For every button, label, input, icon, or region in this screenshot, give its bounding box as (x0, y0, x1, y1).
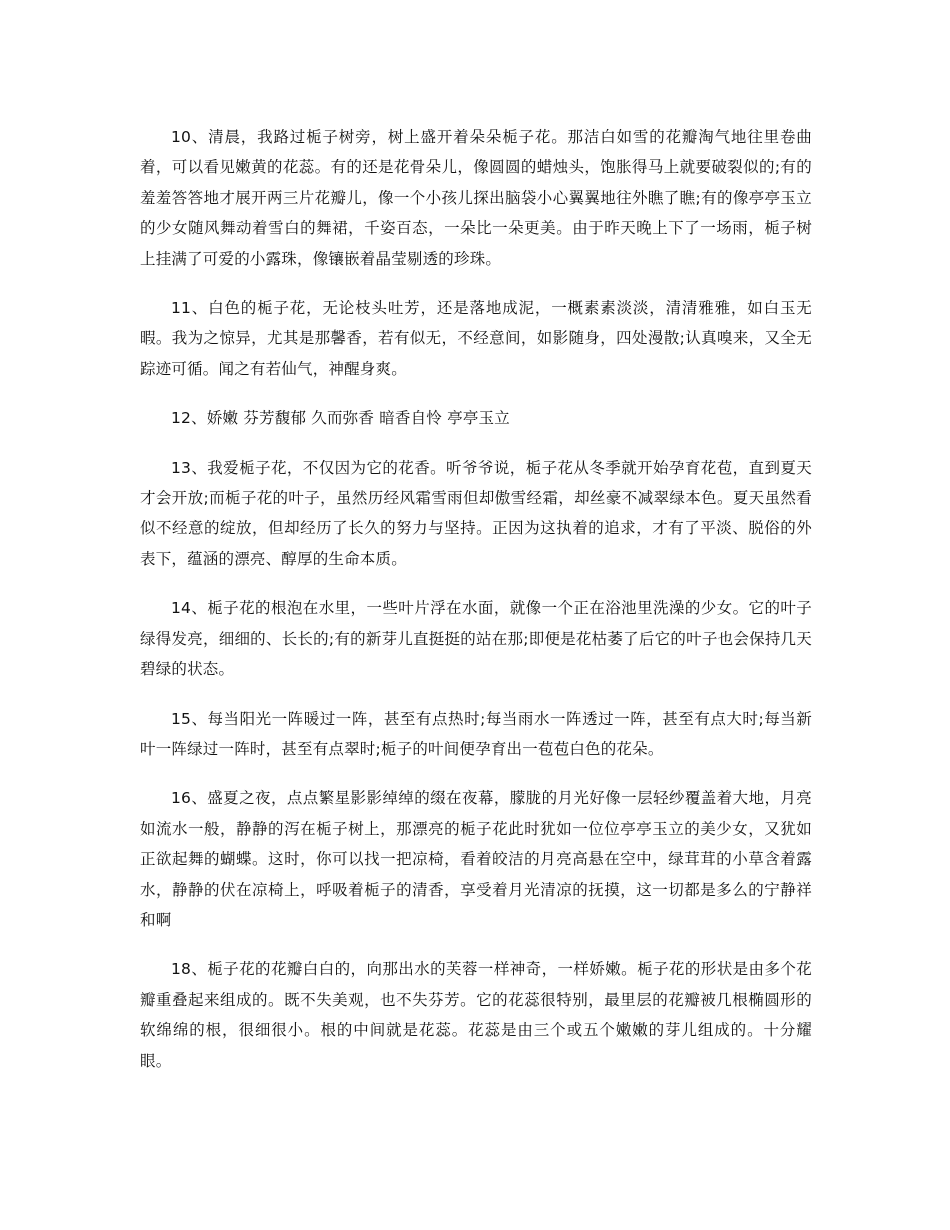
paragraph-18: 18、栀子花的花瓣白白的，向那出水的芙蓉一样神奇，一样娇嫩。栀子花的形状是由多个花瓣重叠起来组成的。既不失美观，也不失芬芳。它的花蕊很特别，最里层的花瓣被几根椭圆形的软绵绵的根，很细很小。根的中间就是花蕊。花蕊是由三个或五个嫩嫩的芽儿组成的。十分耀眼。 (140, 960, 812, 1070)
document-body (140, 122, 812, 1095)
paragraph-10: 10、清晨，我路过栀子树旁，树上盛开着朵朵栀子花。那洁白如雪的花瓣淘气地往里卷曲着，可以看见嫩黄的花蕊。有的还是花骨朵儿，像圆圆的蜡烛头，饱胀得马上就要破裂似的;有的羞羞答答地才展开两三片花瓣儿，像一个小孩儿探出脑袋小心翼翼地往外瞧了瞧;有的像亭亭玉立的少女随风舞动着雪白的舞裙，千姿百态，一朵比一朵更美。由于昨天晚上下了一场雨，栀子树上挂满了可爱的小露珠，像镶嵌着晶莹剔透的珍珠。 (140, 128, 812, 268)
paragraph-12: 12、娇嫩 芬芳馥郁 久而弥香 暗香自怜 亭亭玉立 (171, 409, 510, 428)
paragraph-14: 14、栀子花的根泡在水里，一些叶片浮在水面，就像一个正在浴池里洗澡的少女。它的叶子绿得发亮，细细的、长长的;有的新芽儿直挺挺的站在那;即便是花枯萎了后它的叶子也会保持几天碧绿的状态。 (140, 599, 812, 679)
paragraph-13: 13、我爱栀子花，不仅因为它的花香。听爷爷说，栀子花从冬季就开始孕育花苞，直到夏天才会开放;而栀子花的叶子，虽然历经风霜雪雨但却傲雪经霜，却丝豪不减翠绿本色。夏天虽然看似不经意的绽放，但却经历了长久的努力与坚持。正因为这执着的追求，才有了平淡、脱俗的外表下，蕴涵的漂亮、醇厚的生命本质。 (140, 458, 812, 568)
paragraph-11: 11、白色的栀子花，无论枝头吐芳，还是落地成泥，一概素素淡淡，清清雅雅，如白玉无暇。我为之惊异，尤其是那馨香，若有似无，不经意间，如影随身，四处漫散;认真嗅来，又全无踪迹可循。闻之有若仙气，神醒身爽。 (140, 299, 812, 378)
paragraph-16: 16、盛夏之夜，点点繁星影影绰绰的缀在夜幕，朦胧的月光好像一层轻纱覆盖着大地，月亮如流水一般，静静的泻在栀子树上，那漂亮的栀子花此时犹如一位位亭亭玉立的美少女，又犹如正欲起舞的蝴蝶。这时，你可以找一把凉椅，看着皎洁的月亮高悬在空中，绿茸茸的小草含着露水，静静的伏在凉椅上，呼吸着栀子的清香，享受着月光清凉的抚摸，这一切都是多么的宁静祥和啊 (140, 789, 812, 929)
paragraph-15: 15、每当阳光一阵暖过一阵，甚至有点热时;每当雨水一阵透过一阵，甚至有点大时;每当新叶一阵绿过一阵时，甚至有点翠时;栀子的叶间便孕育出一苞苞白色的花朵。 (140, 709, 812, 758)
